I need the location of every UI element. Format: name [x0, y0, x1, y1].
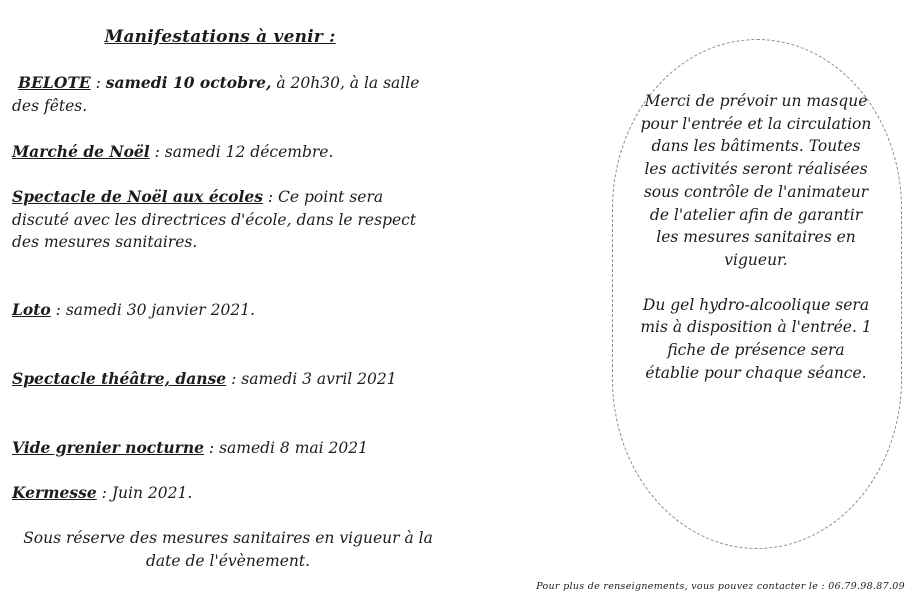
event-theatre-danse-name: Spectacle théâtre, danse — [12, 369, 227, 388]
event-belote-name: BELOTE — [18, 73, 91, 92]
event-belote — [12, 72, 442, 117]
notice-gap — [640, 272, 872, 294]
event-spectacle-noel — [12, 186, 442, 254]
event-theatre-danse — [12, 368, 442, 391]
notice-paragraph-2: Du gel hydro-alcoolique sera mis à disposition à l'entrée. 1 fiche de présence sera établie pour chaque séance. — [640, 295, 872, 382]
separator: : — [96, 484, 107, 502]
event-loto-detail: samedi 30 janvier 2021. — [65, 301, 255, 319]
notice-paragraph-1: Merci de prévoir un masque pour l'entrée et la circulation dans les bâtiments. Toutes les activités seront réalisées sous contrôle de l'animateur de l'atelier afin de garantir les mesures sanitaires en vigueur. — [640, 92, 872, 269]
event-belote-separator: : — [90, 74, 106, 92]
separator: : — [50, 301, 61, 319]
event-loto-name: Loto — [12, 300, 51, 319]
event-marche-noel-detail: samedi 12 décembre. — [164, 143, 334, 161]
separator: : — [149, 143, 160, 161]
event-vide-grenier — [12, 437, 442, 460]
event-marche-noel — [12, 141, 442, 164]
event-vide-grenier-detail: samedi 8 mai 2021 — [219, 439, 368, 457]
sanitary-notice — [640, 90, 872, 384]
event-vide-grenier-name: Vide grenier nocturne — [12, 438, 204, 457]
separator: : — [226, 370, 237, 388]
event-loto — [12, 299, 442, 322]
event-belote-date: samedi 10 octobre, — [105, 73, 272, 92]
contact-footer: Pour plus de renseignements, vous pouvez contacter le : 06.79.98.87.09 — [536, 581, 905, 592]
page-heading: Manifestations à venir : — [104, 27, 336, 47]
event-theatre-danse-detail: samedi 3 avril 2021 — [241, 370, 397, 388]
event-kermesse-name: Kermesse — [12, 483, 97, 502]
separator: : — [203, 439, 215, 457]
event-kermesse-detail: Juin 2021. — [111, 484, 193, 502]
event-marche-noel-name: Marché de Noël — [12, 142, 150, 161]
event-spectacle-noel-detail: Ce point sera discuté avec les directrices d'école, dans le respect des mesures sanitaires. — [12, 188, 417, 251]
event-spectacle-noel-name: Spectacle de Noël aux écoles — [12, 187, 263, 206]
event-kermesse — [12, 482, 442, 505]
event-belote-detail: à 20h30, à la salle des fêtes. — [12, 74, 420, 115]
separator: : — [262, 188, 274, 206]
sanitary-note: Sous réserve des mesures sanitaires en vigueur à la date de l'évènement. — [23, 529, 433, 570]
